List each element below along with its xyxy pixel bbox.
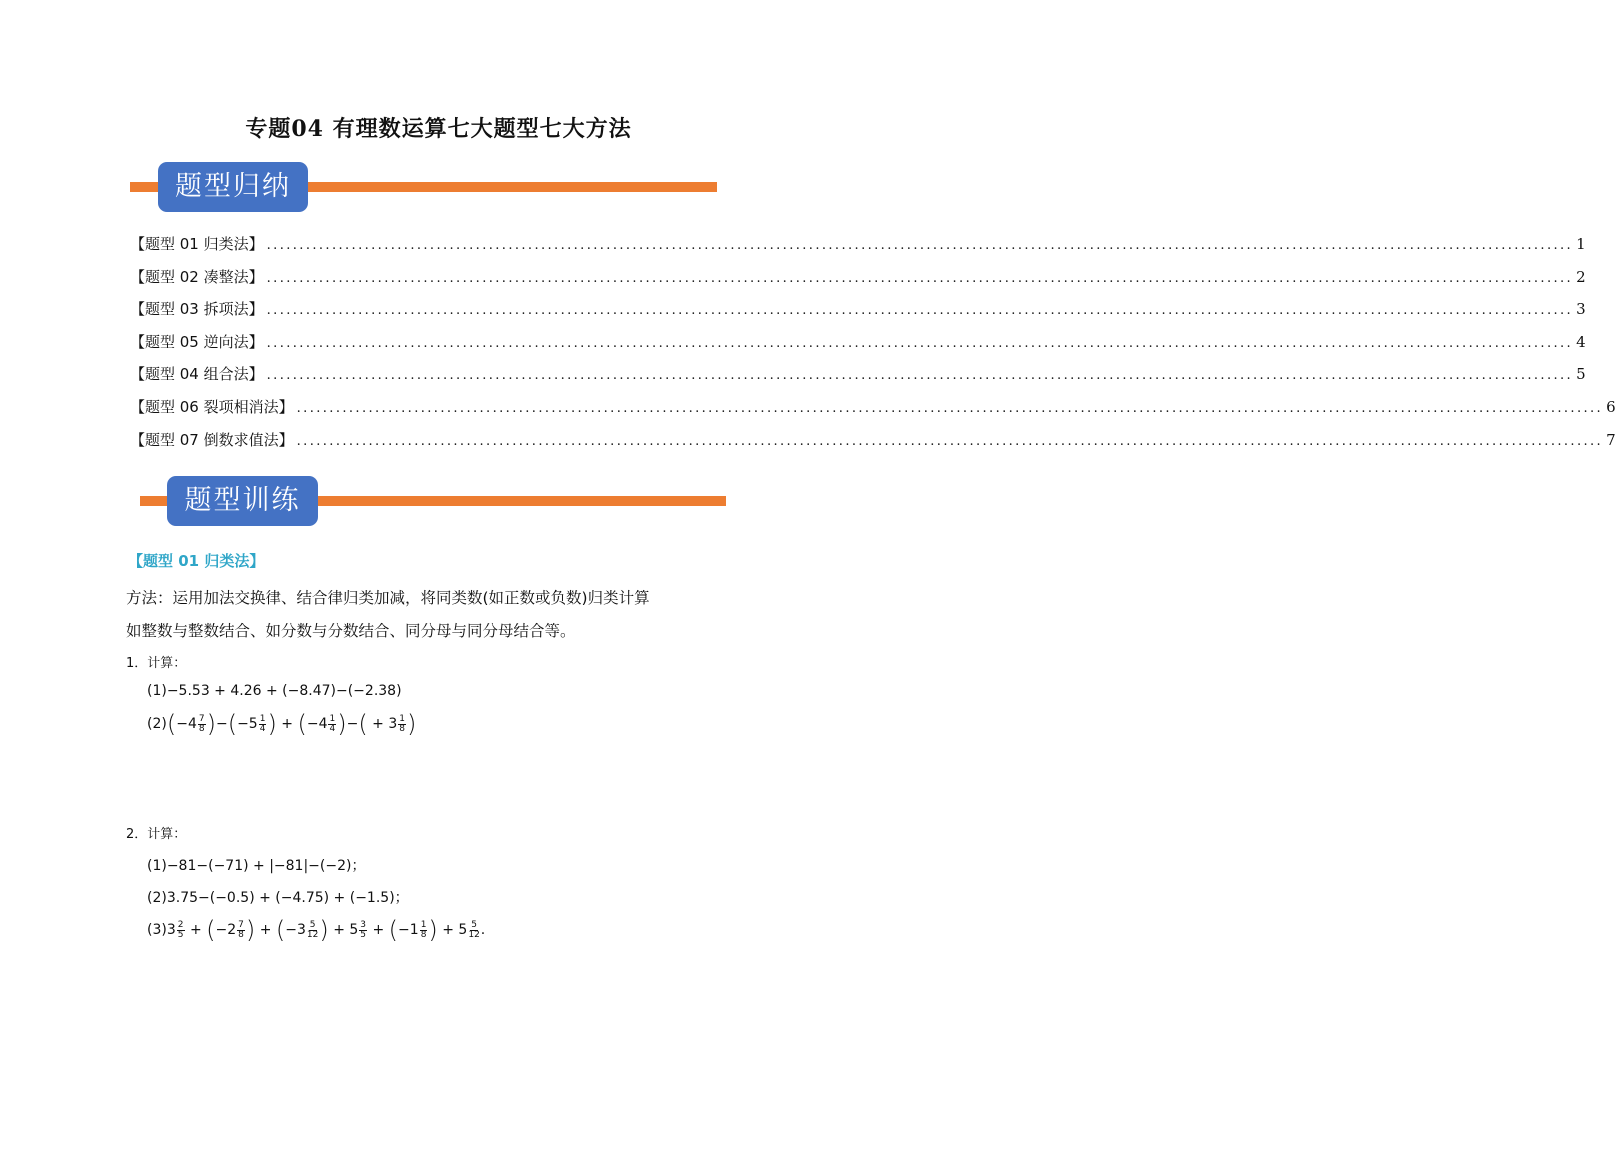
toc-leader-dots: ........................................................................................................................................................................................................: [266, 303, 1574, 319]
toc-leader-dots: ........................................................................................................................................................................................................: [266, 270, 1574, 286]
toc-entry-label: 【题型 05 逆向法】: [130, 332, 264, 351]
banner-training: [140, 476, 726, 526]
method-line: 方法：运用加法交换律、结合律归类加减，将同类数(如正数或负数)归类计算: [126, 589, 650, 607]
toc-entry[interactable]: [130, 298, 1586, 331]
toc-page-number: 5: [1576, 365, 1586, 384]
question-number: 1．计算：: [126, 656, 187, 671]
fraction: $\frac{3}{5}$: [360, 919, 367, 940]
banner-label: 题型训练: [167, 476, 318, 526]
toc-page-number: 7: [1606, 430, 1616, 449]
toc-leader-dots: ........................................................................................................................................................................................................: [266, 335, 1574, 351]
toc-entry-label: 【题型 06 裂项相消法】: [130, 397, 294, 416]
fraction: $\frac{2}{5}$: [177, 919, 184, 940]
expression: (2)3.75−(−0.5) + (−4.75) + (−1.5)；: [147, 890, 409, 906]
method-text: [126, 582, 716, 648]
fraction: $\frac{5}{12}$: [468, 919, 480, 940]
toc-entry[interactable]: [130, 331, 1586, 364]
banner-label: 题型归纳: [158, 162, 308, 212]
section-heading: 【题型 01 归类法】: [128, 552, 265, 570]
toc-page-number: 6: [1606, 397, 1616, 416]
fraction: $\frac{1}{8}$: [399, 713, 405, 734]
toc-entry[interactable]: [130, 363, 1586, 396]
fraction: $\frac{7}{8}$: [198, 713, 205, 734]
toc-leader-dots: ........................................................................................................................................................................................................: [296, 400, 1604, 416]
expression: (1)−5.53 + 4.26 + (−8.47)−(−2.38): [147, 683, 402, 699]
toc-entry[interactable]: [130, 429, 1616, 462]
toc-leader-dots: ........................................................................................................................................................................................................: [266, 368, 1574, 384]
method-line: 如整数与整数结合、如分数与分数结合、同分母与同分母结合等。: [126, 622, 576, 640]
toc-entry-label: 【题型 03 拆项法】: [130, 300, 264, 319]
expression-fractions: (2) ( −4 $\frac{7}{8}$ ) − ( −5 $\frac{1}{4}$ ) + ( −4 $\frac{1}{4}$ ) − ( + 3 $\frac{1}{8}$ ): [147, 710, 417, 738]
toc-entry[interactable]: [130, 396, 1616, 429]
expression-fractions: (3) 3 $\frac{2}{5}$ + ( −2 $\frac{7}{8}$ ) + ( −3 $\frac{5}{12}$ ) + 5 $\frac{3}{5}$ + ( −1 $\frac{1}{8}$ ) + 5 $\frac{5}{12}$ .: [147, 916, 486, 944]
fraction: $\frac{1}{4}$: [259, 713, 266, 734]
toc-leader-dots: ........................................................................................................................................................................................................: [266, 238, 1574, 253]
toc-entry-label: 【题型 01 归类法】: [130, 235, 264, 253]
table-of-contents: [130, 233, 1616, 461]
toc-entry-label: 【题型 07 倒数求值法】: [130, 430, 294, 449]
fraction: $\frac{7}{8}$: [238, 919, 244, 940]
banner-summary: [130, 162, 717, 212]
toc-leader-dots: ........................................................................................................................................................................................................: [296, 433, 1604, 449]
toc-entry[interactable]: [130, 233, 1586, 266]
toc-entry-label: 【题型 04 组合法】: [130, 365, 264, 384]
toc-page-number: 2: [1576, 267, 1586, 286]
fraction: $\frac{1}{4}$: [329, 713, 336, 734]
fraction: $\frac{5}{12}$: [306, 919, 319, 940]
expression: (1)−81−(−71) + |−81|−(−2)；: [147, 858, 366, 874]
toc-page-number: 1: [1576, 235, 1586, 253]
toc-page-number: 3: [1576, 300, 1586, 319]
part-label: (2): [147, 716, 167, 732]
page-title: 专题04 有理数运算七大题型七大方法: [245, 116, 632, 142]
toc-page-number: 4: [1576, 332, 1586, 351]
toc-entry-label: 【题型 02 凑整法】: [130, 267, 264, 286]
part-label: (3): [147, 922, 167, 938]
toc-entry[interactable]: [130, 266, 1586, 299]
question-number: 2．计算：: [126, 827, 187, 842]
fraction: $\frac{1}{8}$: [420, 919, 427, 940]
